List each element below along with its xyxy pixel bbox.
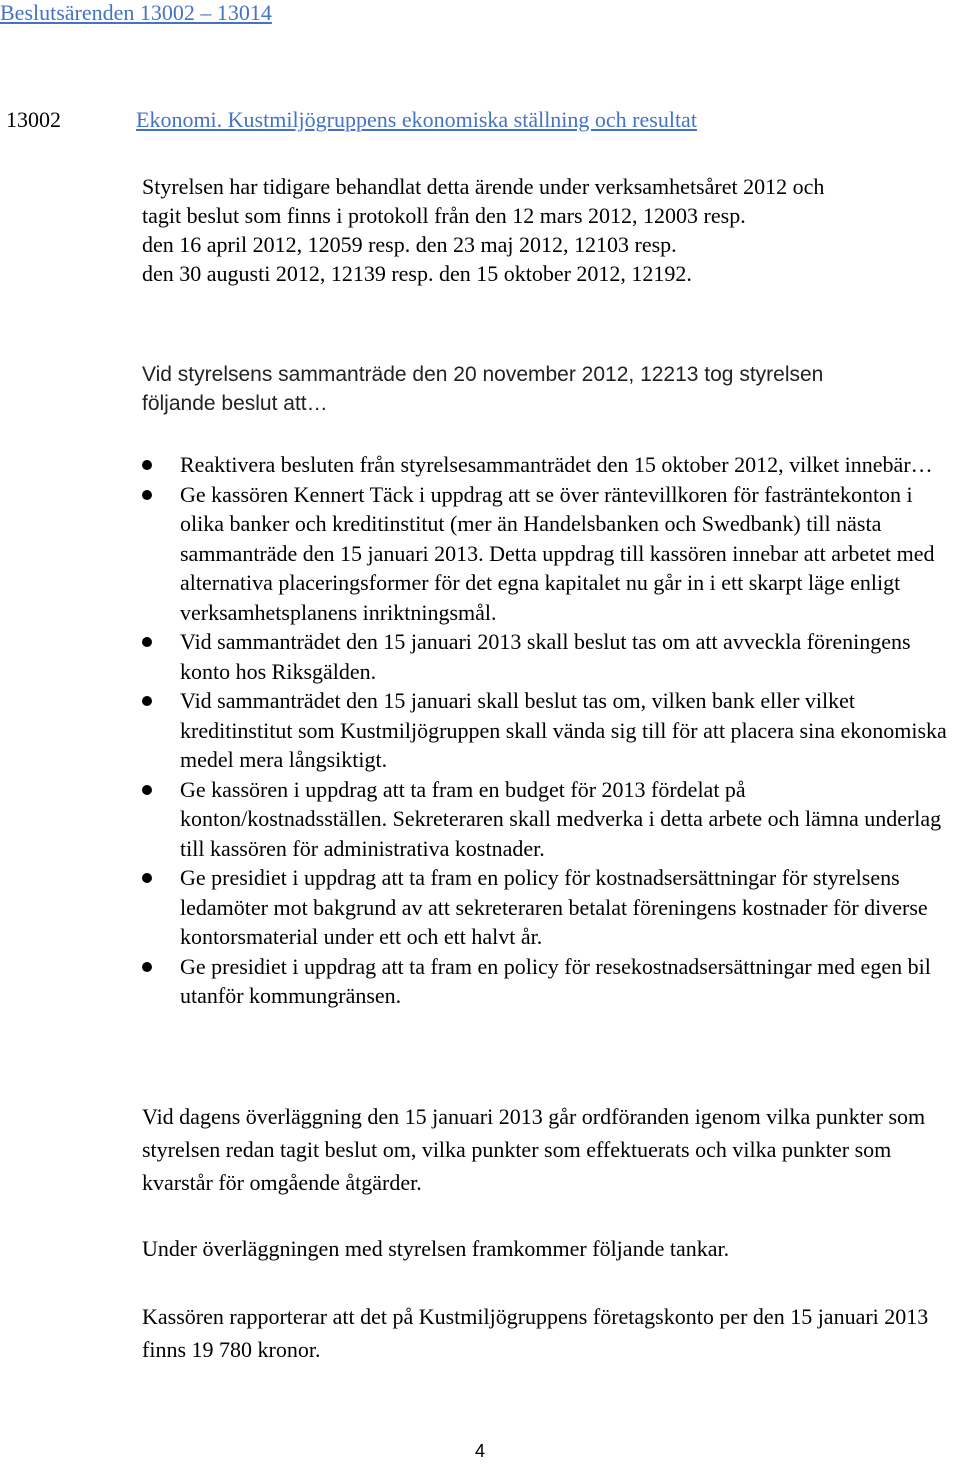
bullet-text: Ge presidiet i uppdrag att ta fram en policy för resekostnadsersättningar med egen bil utanför kommungränsen. [180,953,931,1008]
bullet-icon [142,962,152,972]
list-item [142,863,957,952]
bullet-text: Vid sammanträdet den 15 januari 2013 skall beslut tas om att avveckla föreningens konto hos Riksgälden. [180,629,911,684]
bullet-text: Ge kassören i uppdrag att ta fram en budget för 2013 fördelat på konton/kostnadsställen. Sekreteraren skall medverka i detta arbete och lämna underlag till kassören för administrativa kostnader. [180,776,942,861]
list-item [142,952,957,1011]
thoughts-paragraph: Under överläggningen med styrelsen framkommer följande tankar. [142,1236,730,1261]
intro-line-2: tagit beslut som finns i protokoll från den 12 mars 2012, 12003 resp. [142,203,746,228]
page-number: 4 [474,1441,485,1461]
list-item [142,450,957,480]
list-item [142,480,957,628]
list-item [142,686,957,775]
decision-paragraph [142,360,952,418]
bullet-icon [142,785,152,795]
section-number: 13002 [6,107,61,132]
bullet-text: Vid sammanträdet den 15 januari skall beslut tas om, vilken bank eller vilket kreditinstitut som Kustmiljögruppen skall vända sig till för att placera sina ekonomiska medel mera långsiktigt. [180,688,947,772]
intro-line-4: den 30 augusti 2012, 12139 resp. den 15 oktober 2012, 12192. [142,261,692,286]
bullet-icon [142,460,152,470]
header-link-text[interactable]: Beslutsärenden 13002 – 13014 [0,0,272,25]
header-link[interactable] [0,0,272,26]
bullet-icon [142,490,152,500]
deliberation-paragraph: Vid dagens överläggning den 15 januari 2013 går ordföranden igenom vilka punkter som styrelsen redan tagit beslut om, vilka punkter som effektuerats och vilka punkter som kvarstår för omgående åtgärder. [142,1104,926,1195]
intro-line-3: den 16 april 2012, 12059 resp. den 23 maj 2012, 12103 resp. [142,232,677,257]
intro-paragraph [142,172,952,288]
list-item [142,775,957,864]
bullet-text: Ge kassören Kennert Täck i uppdrag att se över räntevillkoren för fasträntekonton i olika banker och kreditinstitut (mer än Handelsbanken och Swedbank) till nästa sammanträde den 15 januari 2013. Detta uppdrag till kassören innebar att arbetet med alternativa placeringsformer för det egna kapitalet nu går in i ett skarpt läge enligt verksamhetsplanens inriktningsmål. [180,481,935,625]
bullet-icon [142,696,152,706]
treasurer-report-paragraph: Kassören rapporterar att det på Kustmiljögruppens företagskonto per den 15 januari 2013 finns 19 780 kronor. [142,1304,929,1362]
list-item [142,627,957,686]
bullet-text: Reaktivera besluten från styrelsesammanträdet den 15 oktober 2012, vilket innebär… [180,452,933,477]
decision-line-2: följande beslut att… [142,392,328,415]
intro-line-1: Styrelsen har tidigare behandlat detta ärende under verksamhetsåret 2012 och [142,174,825,199]
decision-line-1: Vid styrelsens sammanträde den 20 november 2012, 12213 tog styrelsen [142,363,824,386]
bullet-text: Ge presidiet i uppdrag att ta fram en policy för kostnadsersättningar för styrelsens ledamöter mot bakgrund av att sekreteraren betalat föreningens kostnader för diverse kontorsmaterial under ett och ett halvt år. [180,865,928,949]
section-title[interactable]: Ekonomi. Kustmiljögruppens ekonomiska ställning och resultat [136,107,697,132]
section-heading [6,106,697,134]
bullet-icon [142,637,152,647]
decision-bullet-list [142,450,957,1011]
bullet-icon [142,873,152,883]
